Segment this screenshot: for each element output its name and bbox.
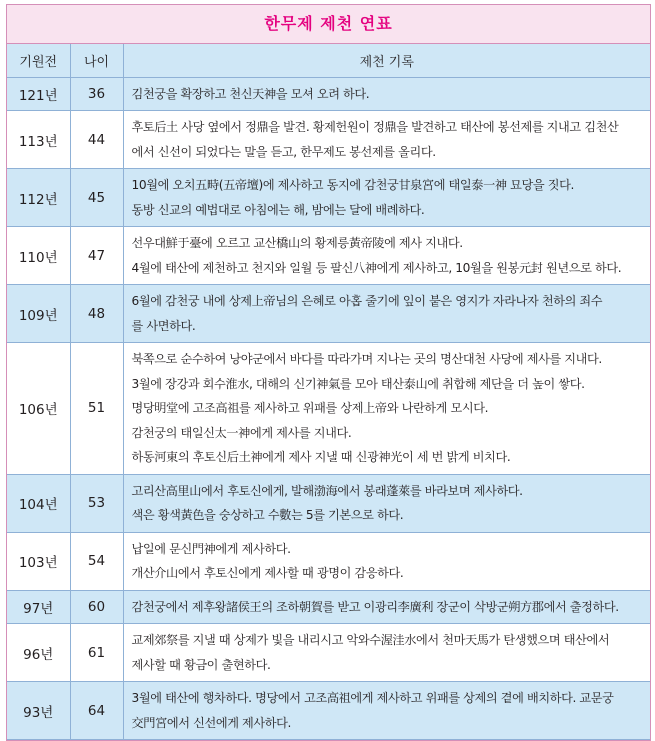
record-line: 김천궁을 확장하고 천신天神을 모셔 오려 하다. (131, 86, 370, 101)
row-age: 60 (70, 590, 123, 624)
record-line: 납일에 문신門神에게 제사하다. (131, 541, 291, 556)
table-row (7, 343, 650, 475)
row-age: 48 (70, 285, 123, 343)
table-body (7, 77, 650, 740)
row-record (123, 285, 650, 343)
row-age: 45 (70, 169, 123, 227)
table-row (7, 590, 650, 624)
table-title: 한무제 제천 연표 (7, 5, 650, 44)
record-line: 고리산高里山에서 후토신에게, 발해渤海에서 봉래蓬萊를 바라보며 제사하다. (131, 483, 523, 498)
row-age: 47 (70, 227, 123, 285)
record-line: 선우대鮮于臺에 오르고 교산橋山의 황제릉黃帝陵에 제사 지내다. (131, 236, 463, 250)
row-age: 64 (70, 682, 123, 740)
row-year: 106년 (7, 343, 70, 475)
table-row (7, 111, 650, 169)
record-line: 감천궁에서 제후왕諸侯王의 조하朝賀를 받고 이광리李廣利 장군이 삭방군朔方郡에서 출정하다. (131, 599, 619, 614)
header-row (7, 44, 650, 77)
row-record (123, 227, 650, 285)
row-record (123, 77, 650, 111)
row-year: 96년 (7, 624, 70, 682)
row-age: 61 (70, 624, 123, 682)
record-line: 3월에 태산에 행차하다. 명당에서 고조高祖에게 제사하고 위패를 상제의 곁에 배치하다. 교문궁 (131, 691, 614, 705)
record-line: 3월에 장강과 회수淮水, 대해의 신기神氣를 모아 태산泰山에 취합해 제단을 더 높이 쌓다. (131, 376, 585, 391)
row-age: 44 (70, 111, 123, 169)
record-line: 후토后土 사당 옆에서 정鼎을 발견. 황제헌원이 정鼎을 발견하고 태산에 봉선제를 지내고 김천산 (131, 120, 619, 134)
row-year: 113년 (7, 111, 70, 169)
row-record (123, 169, 650, 227)
row-year: 109년 (7, 285, 70, 343)
row-year: 97년 (7, 590, 70, 624)
record-line: 감천궁의 태일신太一神에게 제사를 지내다. (131, 425, 352, 440)
row-record (123, 532, 650, 590)
row-record (123, 111, 650, 169)
header-age: 나이 (70, 44, 123, 77)
row-age: 53 (70, 474, 123, 532)
record-line: 交門宮에서 신선에게 제사하다. (131, 715, 292, 730)
record-line: 색은 황색黃色을 숭상하고 수數는 5를 기본으로 하다. (131, 508, 404, 522)
row-year: 103년 (7, 532, 70, 590)
row-record (123, 682, 650, 740)
chronology-table-frame (6, 4, 651, 741)
record-line: 개산介山에서 후토신에게 제사할 때 광명이 감응하다. (131, 566, 404, 580)
row-year: 110년 (7, 227, 70, 285)
record-line: 교제郊祭를 지낼 때 상제가 빛을 내리시고 악와수渥洼水에서 천마天馬가 탄생했으며 태산에서 (131, 633, 610, 647)
chronology-table (7, 44, 650, 740)
table-row (7, 169, 650, 227)
table-row (7, 532, 650, 590)
record-line: 제사할 때 황금이 출현하다. (131, 657, 271, 672)
row-age: 36 (70, 77, 123, 111)
record-line: 4월에 태산에 제천하고 천지와 일월 등 팔신八神에게 제사하고, 10월을 원봉元封 원년으로 하다. (131, 260, 622, 275)
row-age: 51 (70, 343, 123, 475)
record-line: 6월에 감천궁 내에 상제上帝님의 은혜로 아홉 줄기에 잎이 붙은 영지가 자라나자 천하의 죄수 (131, 294, 603, 308)
table-row (7, 682, 650, 740)
table-row (7, 77, 650, 111)
record-line: 하동河東의 후토신后土神에게 제사 지낼 때 신광神光이 세 번 밝게 비치다. (131, 450, 511, 464)
record-line: 북쪽으로 순수하여 낭야군에서 바다를 따라가며 지나는 곳의 명산대천 사당에 제사를 지내다. (131, 352, 602, 366)
table-row (7, 227, 650, 285)
row-record (123, 624, 650, 682)
row-record (123, 590, 650, 624)
header-year: 기원전 (7, 44, 70, 77)
record-line: 10월에 오치五畤(五帝壇)에 제사하고 동지에 감천궁甘泉宮에 태일泰一神 묘당을 짓다. (131, 178, 574, 192)
row-year: 104년 (7, 474, 70, 532)
record-line: 동방 신교의 예법대로 아침에는 해, 밤에는 달에 배례하다. (131, 202, 425, 217)
row-year: 112년 (7, 169, 70, 227)
row-year: 93년 (7, 682, 70, 740)
record-line: 명당明堂에 고조高祖를 제사하고 위패를 상제上帝와 나란하게 모시다. (131, 401, 489, 415)
row-record (123, 343, 650, 475)
record-line: 를 사면하다. (131, 318, 196, 333)
row-record (123, 474, 650, 532)
row-age: 54 (70, 532, 123, 590)
record-line: 에서 신선이 되었다는 말을 듣고, 한무제도 봉선제를 올리다. (131, 144, 436, 159)
table-row (7, 624, 650, 682)
header-record: 제천 기록 (123, 44, 650, 77)
table-row (7, 474, 650, 532)
row-year: 121년 (7, 77, 70, 111)
table-row (7, 285, 650, 343)
